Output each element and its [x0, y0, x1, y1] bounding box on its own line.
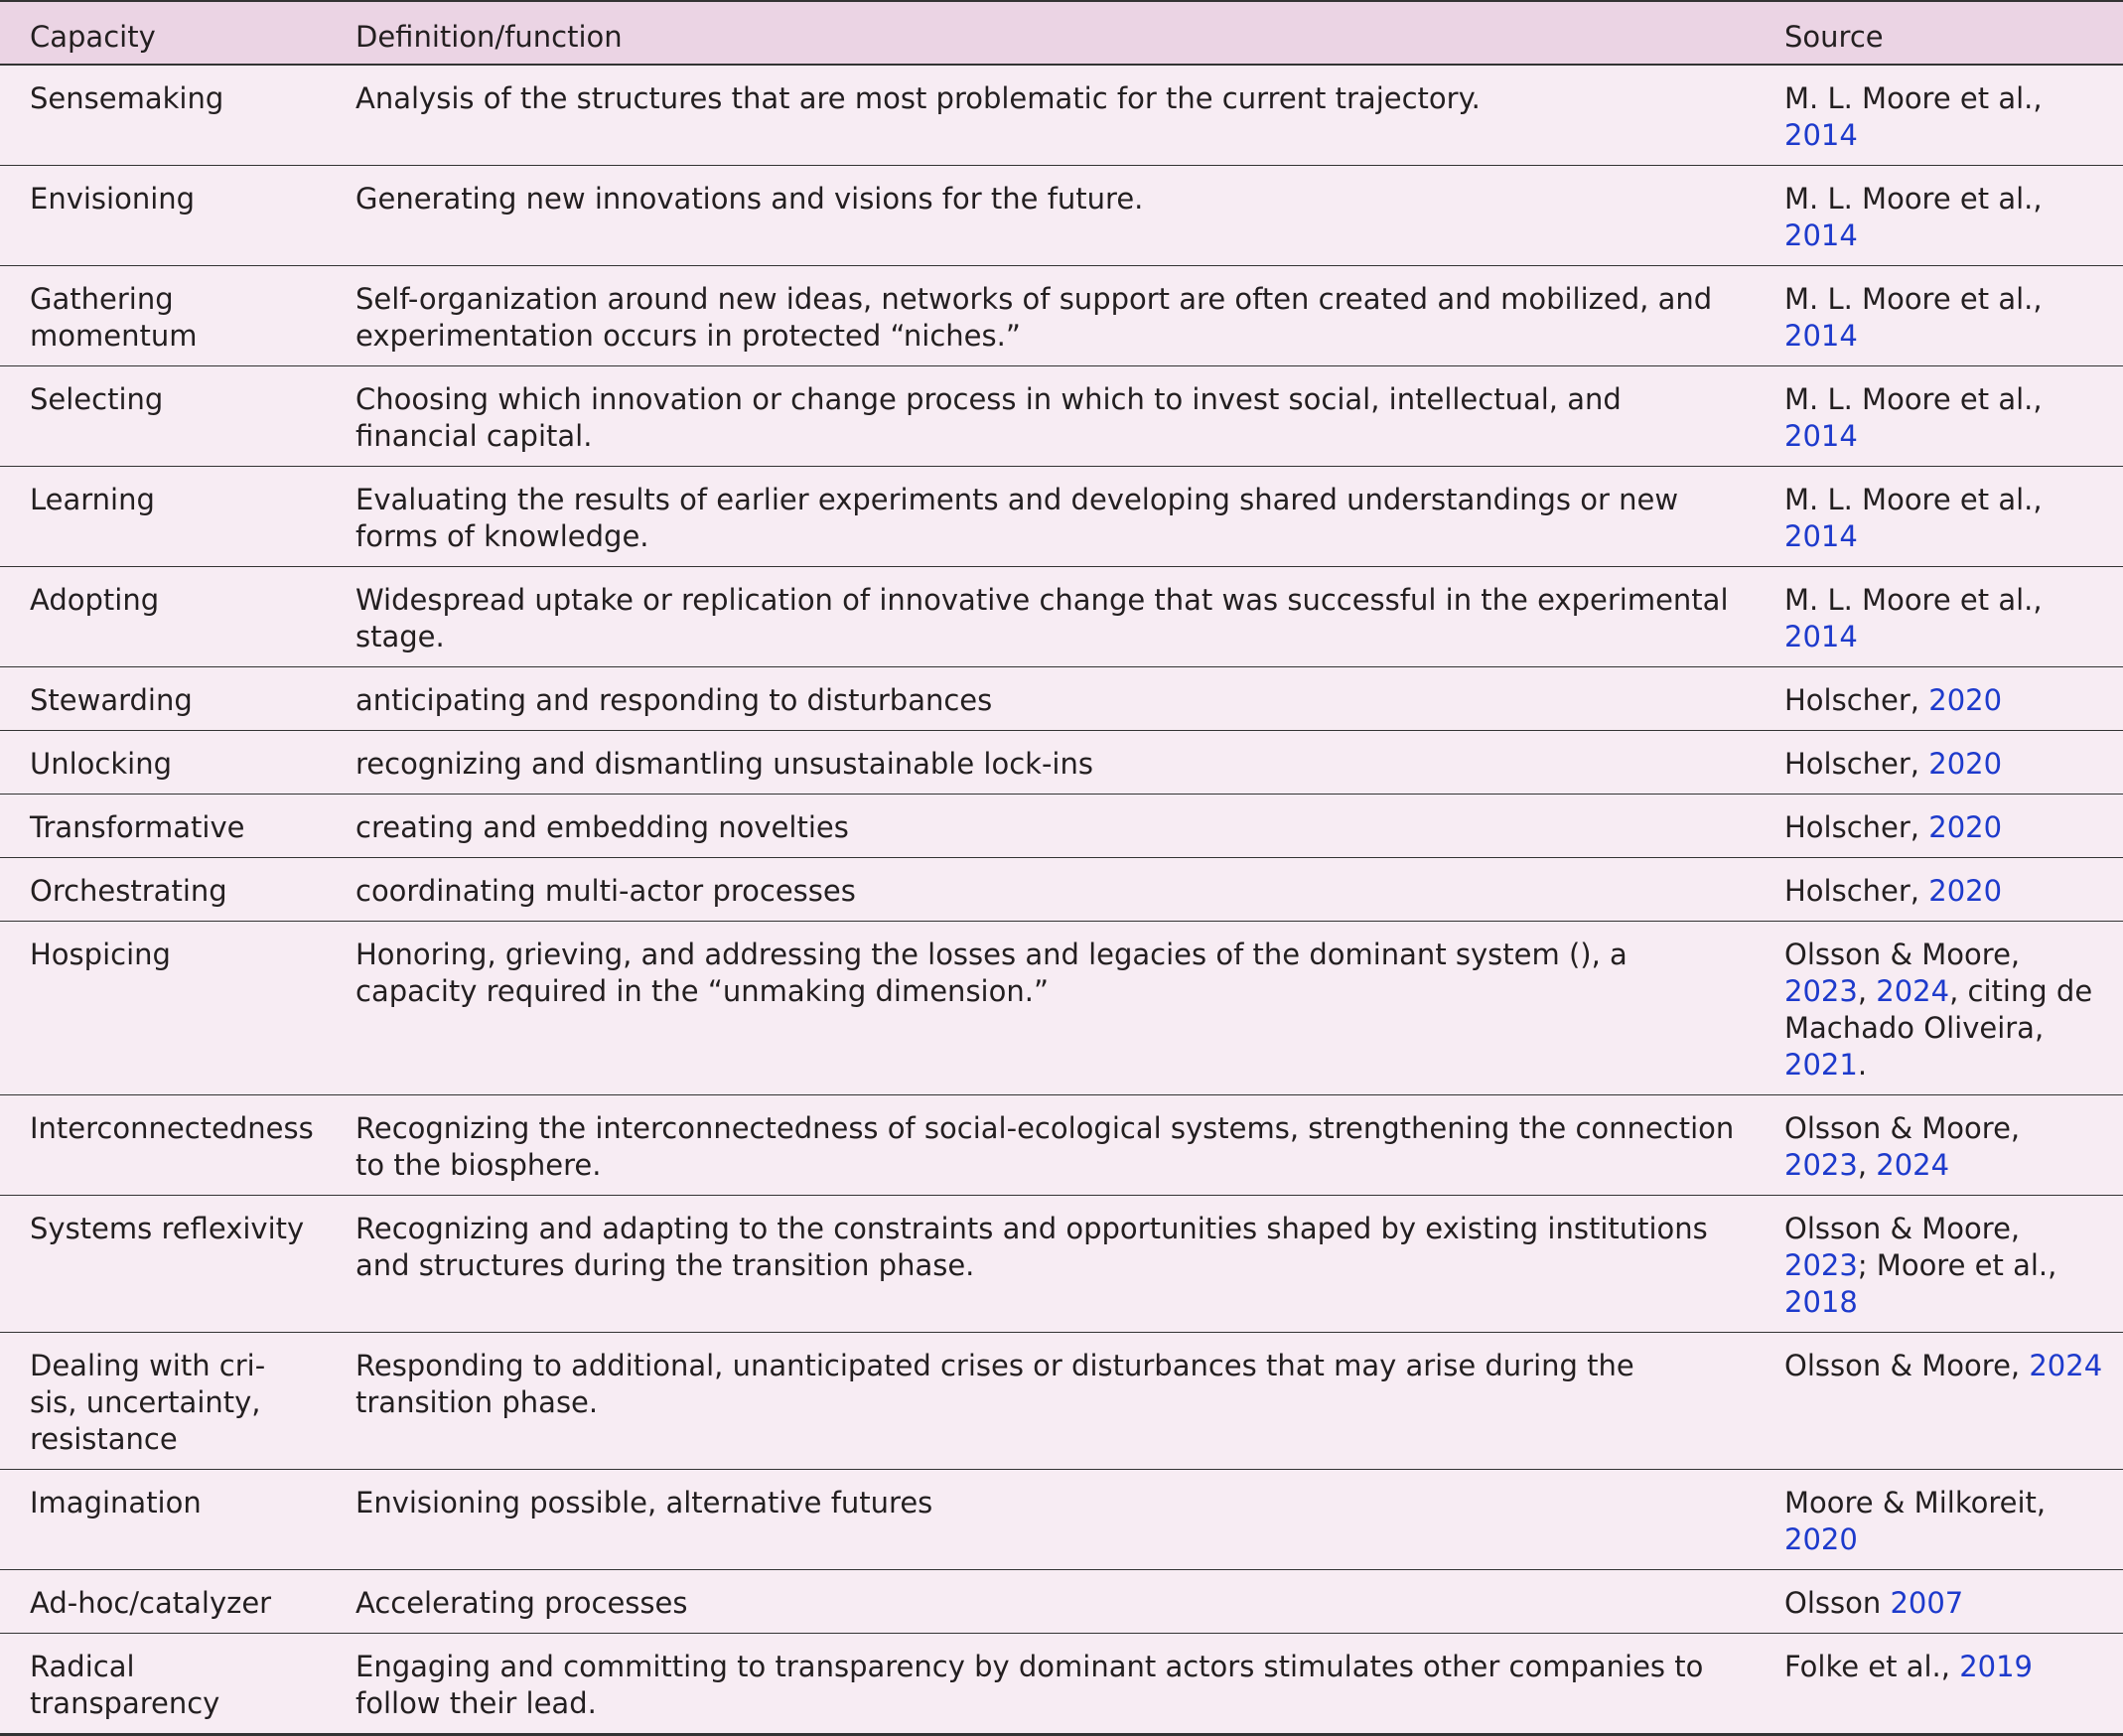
source-cell: [1784, 731, 2123, 795]
source-cell: [1784, 1196, 2123, 1333]
citation-text: Olsson & Moore,: [1784, 1111, 2021, 1145]
citation-year-link[interactable]: 2020: [1928, 683, 2003, 717]
citation-text: Moore & Milkoreit,: [1784, 1486, 2047, 1519]
citation-text: M. L. Moore et al.,: [1784, 583, 2043, 617]
citation-text: , citing de Machado Oliveira,: [1784, 974, 2093, 1045]
table-header: [0, 1, 2123, 65]
citation-text: Holscher,: [1784, 683, 1929, 717]
source-cell: [1784, 667, 2123, 731]
table-row: [0, 922, 2123, 1095]
citation-year-link[interactable]: 2014: [1784, 118, 1858, 152]
capacity-cell: Learning: [0, 467, 326, 567]
citation-text: M. L. Moore et al.,: [1784, 182, 2043, 216]
citation-year-link[interactable]: 2023: [1784, 1248, 1858, 1282]
source-cell: [1784, 1570, 2123, 1634]
citation-text: Olsson: [1784, 1586, 1891, 1620]
citation-year-link[interactable]: 2020: [1928, 747, 2003, 781]
table-row: [0, 667, 2123, 731]
table-row: [0, 795, 2123, 858]
source-cell: [1784, 795, 2123, 858]
source-cell: [1784, 922, 2123, 1095]
citation-text: ; Moore et al.,: [1857, 1248, 2057, 1282]
citation-year-link[interactable]: 2014: [1784, 218, 1858, 252]
table-row: [0, 1634, 2123, 1735]
table-body: [0, 65, 2123, 1735]
header-row: [0, 1, 2123, 65]
capacity-cell: Envisioning: [0, 166, 326, 266]
citation-year-link[interactable]: 2024: [1876, 974, 1950, 1008]
citation-year-link[interactable]: 2021: [1784, 1048, 1858, 1082]
definition-cell: coordinating multi-actor processes: [326, 858, 1784, 922]
definition-cell: Evaluating the results of earlier experiments and developing shared understandings or new forms of knowledge.: [326, 467, 1784, 567]
citation-text: M. L. Moore et al.,: [1784, 483, 2043, 516]
citation-text: M. L. Moore et al.,: [1784, 282, 2043, 316]
definition-cell: Widespread uptake or replication of innovative change that was successful in the experimental stage.: [326, 567, 1784, 667]
citation-year-link[interactable]: 2014: [1784, 419, 1858, 453]
citation-text: M. L. Moore et al.,: [1784, 81, 2043, 115]
citation-text: M. L. Moore et al.,: [1784, 382, 2043, 416]
table-row: [0, 166, 2123, 266]
citation-text: Olsson & Moore,: [1784, 1349, 2030, 1382]
header-capacity: Capacity: [0, 1, 326, 65]
capacity-cell: Orchestrating: [0, 858, 326, 922]
citation-year-link[interactable]: 2018: [1784, 1285, 1858, 1319]
capacity-cell: Selecting: [0, 366, 326, 467]
citation-year-link[interactable]: 2020: [1784, 1522, 1858, 1556]
citation-text: Olsson & Moore,: [1784, 938, 2021, 971]
definition-cell: Engaging and committing to transparency by dominant actors stimulates other companies to follow their lead.: [326, 1634, 1784, 1735]
definition-cell: Accelerating processes: [326, 1570, 1784, 1634]
citation-year-link[interactable]: 2019: [1959, 1650, 2033, 1683]
citation-year-link[interactable]: 2024: [2029, 1349, 2103, 1382]
definition-cell: Envisioning possible, alternative futures: [326, 1470, 1784, 1570]
citation-text: Olsson & Moore,: [1784, 1212, 2021, 1245]
table-row: [0, 858, 2123, 922]
table-row: [0, 1196, 2123, 1333]
table-row: [0, 467, 2123, 567]
citation-text: Holscher,: [1784, 810, 1929, 844]
header-definition: Definition/function: [326, 1, 1784, 65]
citation-year-link[interactable]: 2020: [1928, 810, 2003, 844]
capacity-cell: Adopting: [0, 567, 326, 667]
citation-text: .: [1857, 1048, 1868, 1082]
citation-year-link[interactable]: 2024: [1876, 1148, 1950, 1182]
capacity-cell: Radical transparency: [0, 1634, 326, 1735]
citation-year-link[interactable]: 2007: [1890, 1586, 1964, 1620]
definition-cell: Choosing which innovation or change process in which to invest social, intellectual, and financial capital.: [326, 366, 1784, 467]
capacity-cell: Unlocking: [0, 731, 326, 795]
definition-cell: Analysis of the structures that are most problematic for the current trajectory.: [326, 65, 1784, 166]
capacity-cell: Imagination: [0, 1470, 326, 1570]
table-row: [0, 366, 2123, 467]
definition-cell: Recognizing the interconnectedness of social-ecological systems, strengthening the connection to the biosphere.: [326, 1095, 1784, 1196]
table-row: [0, 1095, 2123, 1196]
source-cell: [1784, 1095, 2123, 1196]
citation-text: Holscher,: [1784, 874, 1929, 908]
source-cell: [1784, 1634, 2123, 1735]
source-cell: [1784, 1470, 2123, 1570]
definition-cell: Self-organization around new ideas, networks of support are often created and mobilized, and experimentation occurs in protected “niches.”: [326, 266, 1784, 366]
source-cell: [1784, 467, 2123, 567]
capacity-cell: Interconnectedness: [0, 1095, 326, 1196]
citation-year-link[interactable]: 2020: [1928, 874, 2003, 908]
capacity-cell: Transformative: [0, 795, 326, 858]
capacity-cell: Sensemaking: [0, 65, 326, 166]
definition-cell: anticipating and responding to disturbances: [326, 667, 1784, 731]
citation-year-link[interactable]: 2023: [1784, 1148, 1858, 1182]
citation-year-link[interactable]: 2014: [1784, 620, 1858, 653]
definition-cell: Honoring, grieving, and addressing the losses and legacies of the dominant system (), a capacity required in the “unmaking dimension.”: [326, 922, 1784, 1095]
definition-cell: Responding to additional, unanticipated crises or disturbances that may arise during the transition phase.: [326, 1333, 1784, 1470]
definition-cell: Generating new innovations and visions for the future.: [326, 166, 1784, 266]
capacity-cell: Dealing with cri-sis, uncertainty, resistance: [0, 1333, 326, 1470]
citation-year-link[interactable]: 2014: [1784, 319, 1858, 353]
table-row: [0, 266, 2123, 366]
citation-text: ,: [1857, 974, 1877, 1008]
source-cell: [1784, 858, 2123, 922]
definition-cell: recognizing and dismantling unsustainable lock-ins: [326, 731, 1784, 795]
citation-text: Folke et al.,: [1784, 1650, 1960, 1683]
capacity-cell: Stewarding: [0, 667, 326, 731]
source-cell: [1784, 366, 2123, 467]
definition-cell: Recognizing and adapting to the constraints and opportunities shaped by existing institutions and structures during the transition phase.: [326, 1196, 1784, 1333]
source-cell: [1784, 166, 2123, 266]
citation-year-link[interactable]: 2014: [1784, 519, 1858, 553]
source-cell: [1784, 1333, 2123, 1470]
definition-cell: creating and embedding novelties: [326, 795, 1784, 858]
capacity-cell: Systems reflexivity: [0, 1196, 326, 1333]
citation-text: ,: [1857, 1148, 1877, 1182]
capacity-cell: Gathering momentum: [0, 266, 326, 366]
table-row: [0, 1333, 2123, 1470]
table-row: [0, 567, 2123, 667]
capacity-cell: Hospicing: [0, 922, 326, 1095]
table-row: [0, 1470, 2123, 1570]
citation-year-link[interactable]: 2023: [1784, 974, 1858, 1008]
source-cell: [1784, 266, 2123, 366]
table-row: [0, 65, 2123, 166]
table-row: [0, 1570, 2123, 1634]
capacity-cell: Ad-hoc/catalyzer: [0, 1570, 326, 1634]
source-cell: [1784, 65, 2123, 166]
header-source: Source: [1784, 1, 2123, 65]
table-row: [0, 731, 2123, 795]
source-cell: [1784, 567, 2123, 667]
citation-text: Holscher,: [1784, 747, 1929, 781]
